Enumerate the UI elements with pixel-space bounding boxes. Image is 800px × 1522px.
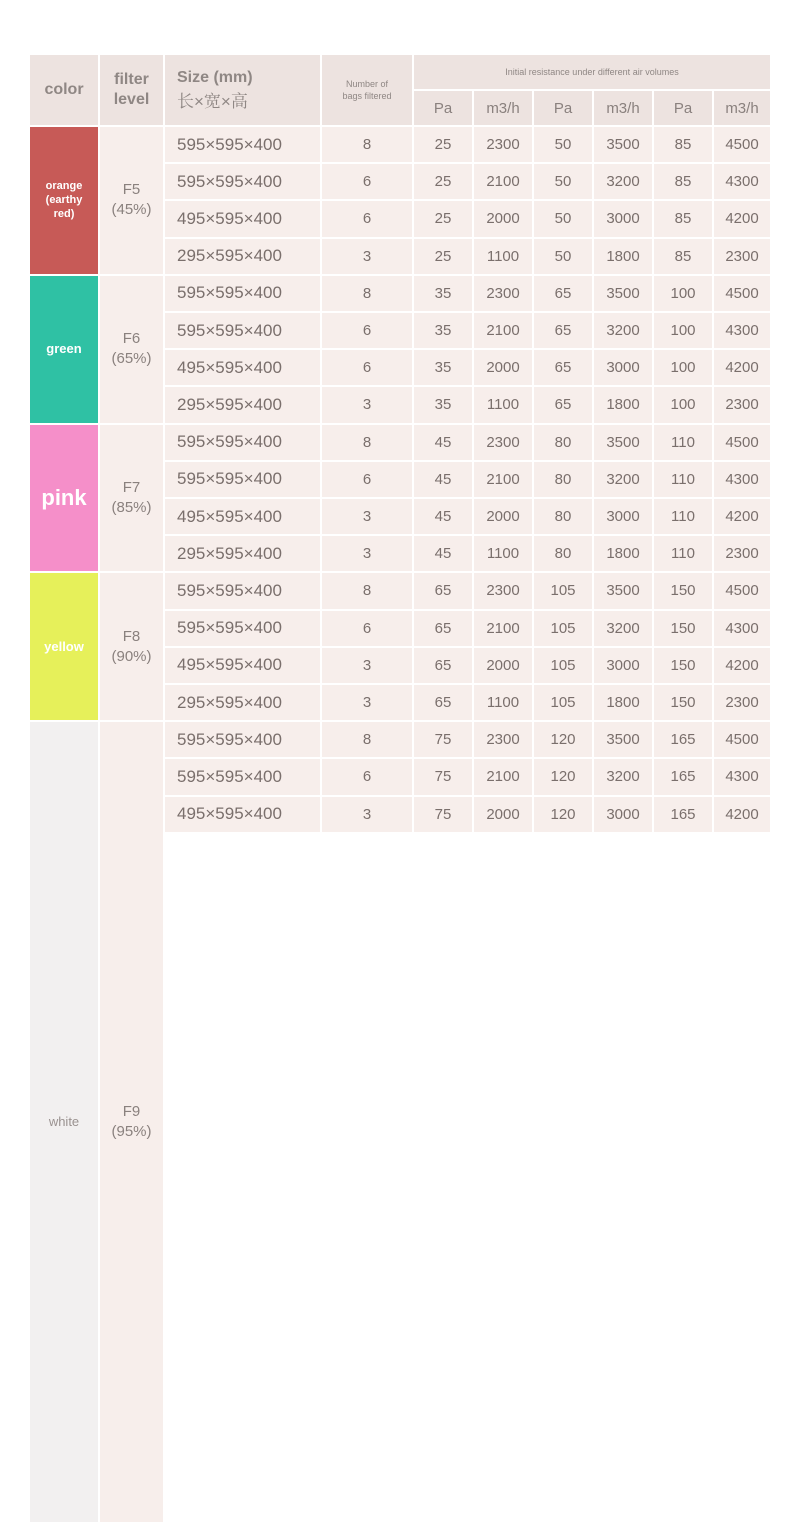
bags-cell: 8 [322, 722, 412, 757]
airflow-cell: 2000 [474, 499, 532, 534]
bags-cell: 3 [322, 387, 412, 422]
pressure-cell: 75 [414, 759, 472, 794]
size-cell: 495×595×400 [165, 648, 320, 683]
pressure-cell: 65 [414, 648, 472, 683]
bags-cell: 3 [322, 648, 412, 683]
airflow-cell: 3500 [594, 127, 652, 162]
pressure-cell: 110 [654, 536, 712, 571]
airflow-cell: 4500 [714, 425, 770, 460]
pressure-cell: 85 [654, 201, 712, 236]
airflow-cell: 3000 [594, 201, 652, 236]
filter-level-F6 [100, 276, 163, 423]
pressure-cell: 35 [414, 387, 472, 422]
pressure-cell: 100 [654, 276, 712, 311]
airflow-cell: 4200 [714, 350, 770, 385]
bags-cell: 6 [322, 462, 412, 497]
pressure-cell: 35 [414, 350, 472, 385]
airflow-cell: 2300 [714, 239, 770, 274]
airflow-cell: 3500 [594, 722, 652, 757]
size-column-header [165, 55, 320, 125]
airflow-cell: 3000 [594, 797, 652, 832]
pressure-cell: 80 [534, 462, 592, 497]
airflow-cell: 1100 [474, 536, 532, 571]
airflow-cell: 2300 [714, 536, 770, 571]
filter-grade: F6 [122, 330, 141, 348]
airflow-cell: 4500 [714, 573, 770, 608]
pressure-cell: 65 [534, 276, 592, 311]
filter-efficiency: (85%) [111, 498, 152, 516]
airflow-cell: 1100 [474, 685, 532, 720]
airflow-cell: 1800 [594, 239, 652, 274]
color-swatch-yellow [30, 573, 98, 720]
airflow-cell: 3200 [594, 313, 652, 348]
subheader-pa-3: Pa [654, 91, 712, 125]
pressure-cell: 25 [414, 127, 472, 162]
bags-cell: 6 [322, 611, 412, 646]
size-cell: 295×595×400 [165, 387, 320, 422]
pressure-cell: 65 [414, 611, 472, 646]
pressure-cell: 150 [654, 573, 712, 608]
pressure-cell: 65 [534, 313, 592, 348]
pressure-cell: 45 [414, 536, 472, 571]
color-label: red) [53, 208, 75, 221]
size-cell: 295×595×400 [165, 536, 320, 571]
bags-cell: 3 [322, 239, 412, 274]
color-swatch-green [30, 276, 98, 423]
airflow-cell: 4200 [714, 648, 770, 683]
filter-efficiency: (90%) [111, 647, 152, 665]
size-cell: 495×595×400 [165, 499, 320, 534]
subheader-pa-2: Pa [534, 91, 592, 125]
airflow-cell: 1100 [474, 387, 532, 422]
airflow-cell: 2000 [474, 201, 532, 236]
bags-cell: 6 [322, 164, 412, 199]
filter-grade: F7 [122, 478, 141, 496]
pressure-cell: 165 [654, 759, 712, 794]
airflow-cell: 4200 [714, 499, 770, 534]
filter-grade: F5 [122, 181, 141, 199]
color-column-header: color [30, 55, 98, 125]
airflow-cell: 2000 [474, 648, 532, 683]
pressure-cell: 25 [414, 239, 472, 274]
size-cell: 595×595×400 [165, 573, 320, 608]
pressure-cell: 105 [534, 611, 592, 646]
color-swatch-white [30, 722, 98, 1522]
color-swatch-pink [30, 425, 98, 572]
size-cell: 595×595×400 [165, 722, 320, 757]
airflow-cell: 4500 [714, 722, 770, 757]
bags-cell: 3 [322, 797, 412, 832]
airflow-cell: 4200 [714, 201, 770, 236]
size-cell: 295×595×400 [165, 239, 320, 274]
subheader-airflow-2: m3/h [594, 91, 652, 125]
color-label: white [48, 1114, 80, 1130]
pressure-cell: 45 [414, 499, 472, 534]
filter-efficiency: (65%) [111, 350, 152, 368]
pressure-cell: 150 [654, 648, 712, 683]
pressure-cell: 45 [414, 425, 472, 460]
airflow-cell: 2000 [474, 350, 532, 385]
subheader-airflow-3: m3/h [714, 91, 770, 125]
airflow-cell: 2100 [474, 313, 532, 348]
bags-cell: 3 [322, 536, 412, 571]
color-label: yellow [44, 638, 84, 654]
pressure-cell: 105 [534, 648, 592, 683]
pressure-cell: 25 [414, 164, 472, 199]
airflow-cell: 3000 [594, 499, 652, 534]
airflow-cell: 4300 [714, 611, 770, 646]
airflow-cell: 1800 [594, 536, 652, 571]
bags-column-header: Number of bags filtered [322, 55, 412, 125]
color-label: (earthy [45, 194, 83, 207]
airflow-cell: 2300 [474, 573, 532, 608]
airflow-cell: 2300 [714, 387, 770, 422]
filter-efficiency: (45%) [111, 201, 152, 219]
size-cell: 595×595×400 [165, 164, 320, 199]
bags-cell: 6 [322, 313, 412, 348]
pressure-cell: 80 [534, 499, 592, 534]
pressure-cell: 50 [534, 127, 592, 162]
pressure-cell: 65 [534, 387, 592, 422]
pressure-cell: 150 [654, 611, 712, 646]
airflow-cell: 3000 [594, 350, 652, 385]
airflow-cell: 2300 [474, 127, 532, 162]
pressure-cell: 110 [654, 425, 712, 460]
airflow-cell: 3200 [594, 462, 652, 497]
pressure-cell: 80 [534, 536, 592, 571]
pressure-cell: 165 [654, 797, 712, 832]
size-cell: 595×595×400 [165, 425, 320, 460]
airflow-cell: 3200 [594, 611, 652, 646]
airflow-cell: 2300 [714, 685, 770, 720]
pressure-cell: 65 [414, 573, 472, 608]
pressure-cell: 65 [534, 350, 592, 385]
airflow-cell: 3200 [594, 164, 652, 199]
filter-level-column-header: filter level [100, 55, 163, 125]
pressure-cell: 105 [534, 573, 592, 608]
bags-cell: 6 [322, 759, 412, 794]
size-header-dimensions: 长×宽×高 [177, 92, 248, 111]
filter-level-F7 [100, 425, 163, 572]
pressure-cell: 150 [654, 685, 712, 720]
pressure-cell: 50 [534, 239, 592, 274]
filter-level-F5 [100, 127, 163, 274]
airflow-cell: 2000 [474, 797, 532, 832]
airflow-cell: 4500 [714, 127, 770, 162]
pressure-cell: 35 [414, 276, 472, 311]
size-cell: 495×595×400 [165, 797, 320, 832]
pressure-cell: 75 [414, 722, 472, 757]
pressure-cell: 105 [534, 685, 592, 720]
airflow-cell: 2300 [474, 276, 532, 311]
airflow-cell: 4300 [714, 164, 770, 199]
bags-cell: 8 [322, 425, 412, 460]
size-cell: 495×595×400 [165, 201, 320, 236]
filter-spec-table [30, 55, 770, 1141]
bags-cell: 8 [322, 276, 412, 311]
pressure-cell: 80 [534, 425, 592, 460]
pressure-cell: 100 [654, 387, 712, 422]
bags-cell: 8 [322, 573, 412, 608]
color-swatch-orange [30, 127, 98, 274]
airflow-cell: 2300 [474, 425, 532, 460]
bags-cell: 8 [322, 127, 412, 162]
size-cell: 595×595×400 [165, 759, 320, 794]
filter-grade: F8 [122, 627, 141, 645]
bags-cell: 6 [322, 201, 412, 236]
pressure-cell: 85 [654, 239, 712, 274]
size-cell: 595×595×400 [165, 276, 320, 311]
airflow-cell: 4300 [714, 759, 770, 794]
size-cell: 595×595×400 [165, 313, 320, 348]
filter-grade: F9 [122, 1103, 141, 1121]
filter-level-F9 [100, 722, 163, 1522]
size-header-label: Size (mm) [177, 69, 253, 86]
color-label: orange [45, 180, 83, 193]
subheader-pa-1: Pa [414, 91, 472, 125]
pressure-cell: 35 [414, 313, 472, 348]
airflow-cell: 1100 [474, 239, 532, 274]
bags-cell: 3 [322, 499, 412, 534]
airflow-cell: 4300 [714, 313, 770, 348]
filter-level-F8 [100, 573, 163, 720]
pressure-cell: 120 [534, 759, 592, 794]
airflow-cell: 3500 [594, 573, 652, 608]
pressure-cell: 25 [414, 201, 472, 236]
airflow-cell: 2300 [474, 722, 532, 757]
airflow-cell: 4500 [714, 276, 770, 311]
airflow-cell: 2100 [474, 759, 532, 794]
airflow-cell: 3000 [594, 648, 652, 683]
airflow-cell: 1800 [594, 685, 652, 720]
airflow-cell: 4300 [714, 462, 770, 497]
size-cell: 595×595×400 [165, 127, 320, 162]
pressure-cell: 85 [654, 127, 712, 162]
pressure-cell: 75 [414, 797, 472, 832]
resistance-group-header: Initial resistance under different air volumes [414, 55, 770, 89]
pressure-cell: 65 [414, 685, 472, 720]
pressure-cell: 110 [654, 499, 712, 534]
airflow-cell: 3200 [594, 759, 652, 794]
airflow-cell: 2100 [474, 164, 532, 199]
airflow-cell: 4200 [714, 797, 770, 832]
size-cell: 295×595×400 [165, 685, 320, 720]
pressure-cell: 120 [534, 722, 592, 757]
size-cell: 595×595×400 [165, 611, 320, 646]
pressure-cell: 165 [654, 722, 712, 757]
bags-cell: 6 [322, 350, 412, 385]
airflow-cell: 1800 [594, 387, 652, 422]
airflow-cell: 3500 [594, 276, 652, 311]
airflow-cell: 3500 [594, 425, 652, 460]
size-cell: 495×595×400 [165, 350, 320, 385]
pressure-cell: 120 [534, 797, 592, 832]
pressure-cell: 50 [534, 164, 592, 199]
filter-efficiency: (95%) [111, 1123, 152, 1141]
airflow-cell: 2100 [474, 611, 532, 646]
pressure-cell: 85 [654, 164, 712, 199]
airflow-cell: 2100 [474, 462, 532, 497]
pressure-cell: 50 [534, 201, 592, 236]
color-label: green [46, 341, 82, 357]
color-label: pink [41, 484, 87, 510]
pressure-cell: 100 [654, 350, 712, 385]
pressure-cell: 100 [654, 313, 712, 348]
size-cell: 595×595×400 [165, 462, 320, 497]
subheader-airflow-1: m3/h [474, 91, 532, 125]
bags-cell: 3 [322, 685, 412, 720]
pressure-cell: 110 [654, 462, 712, 497]
pressure-cell: 45 [414, 462, 472, 497]
